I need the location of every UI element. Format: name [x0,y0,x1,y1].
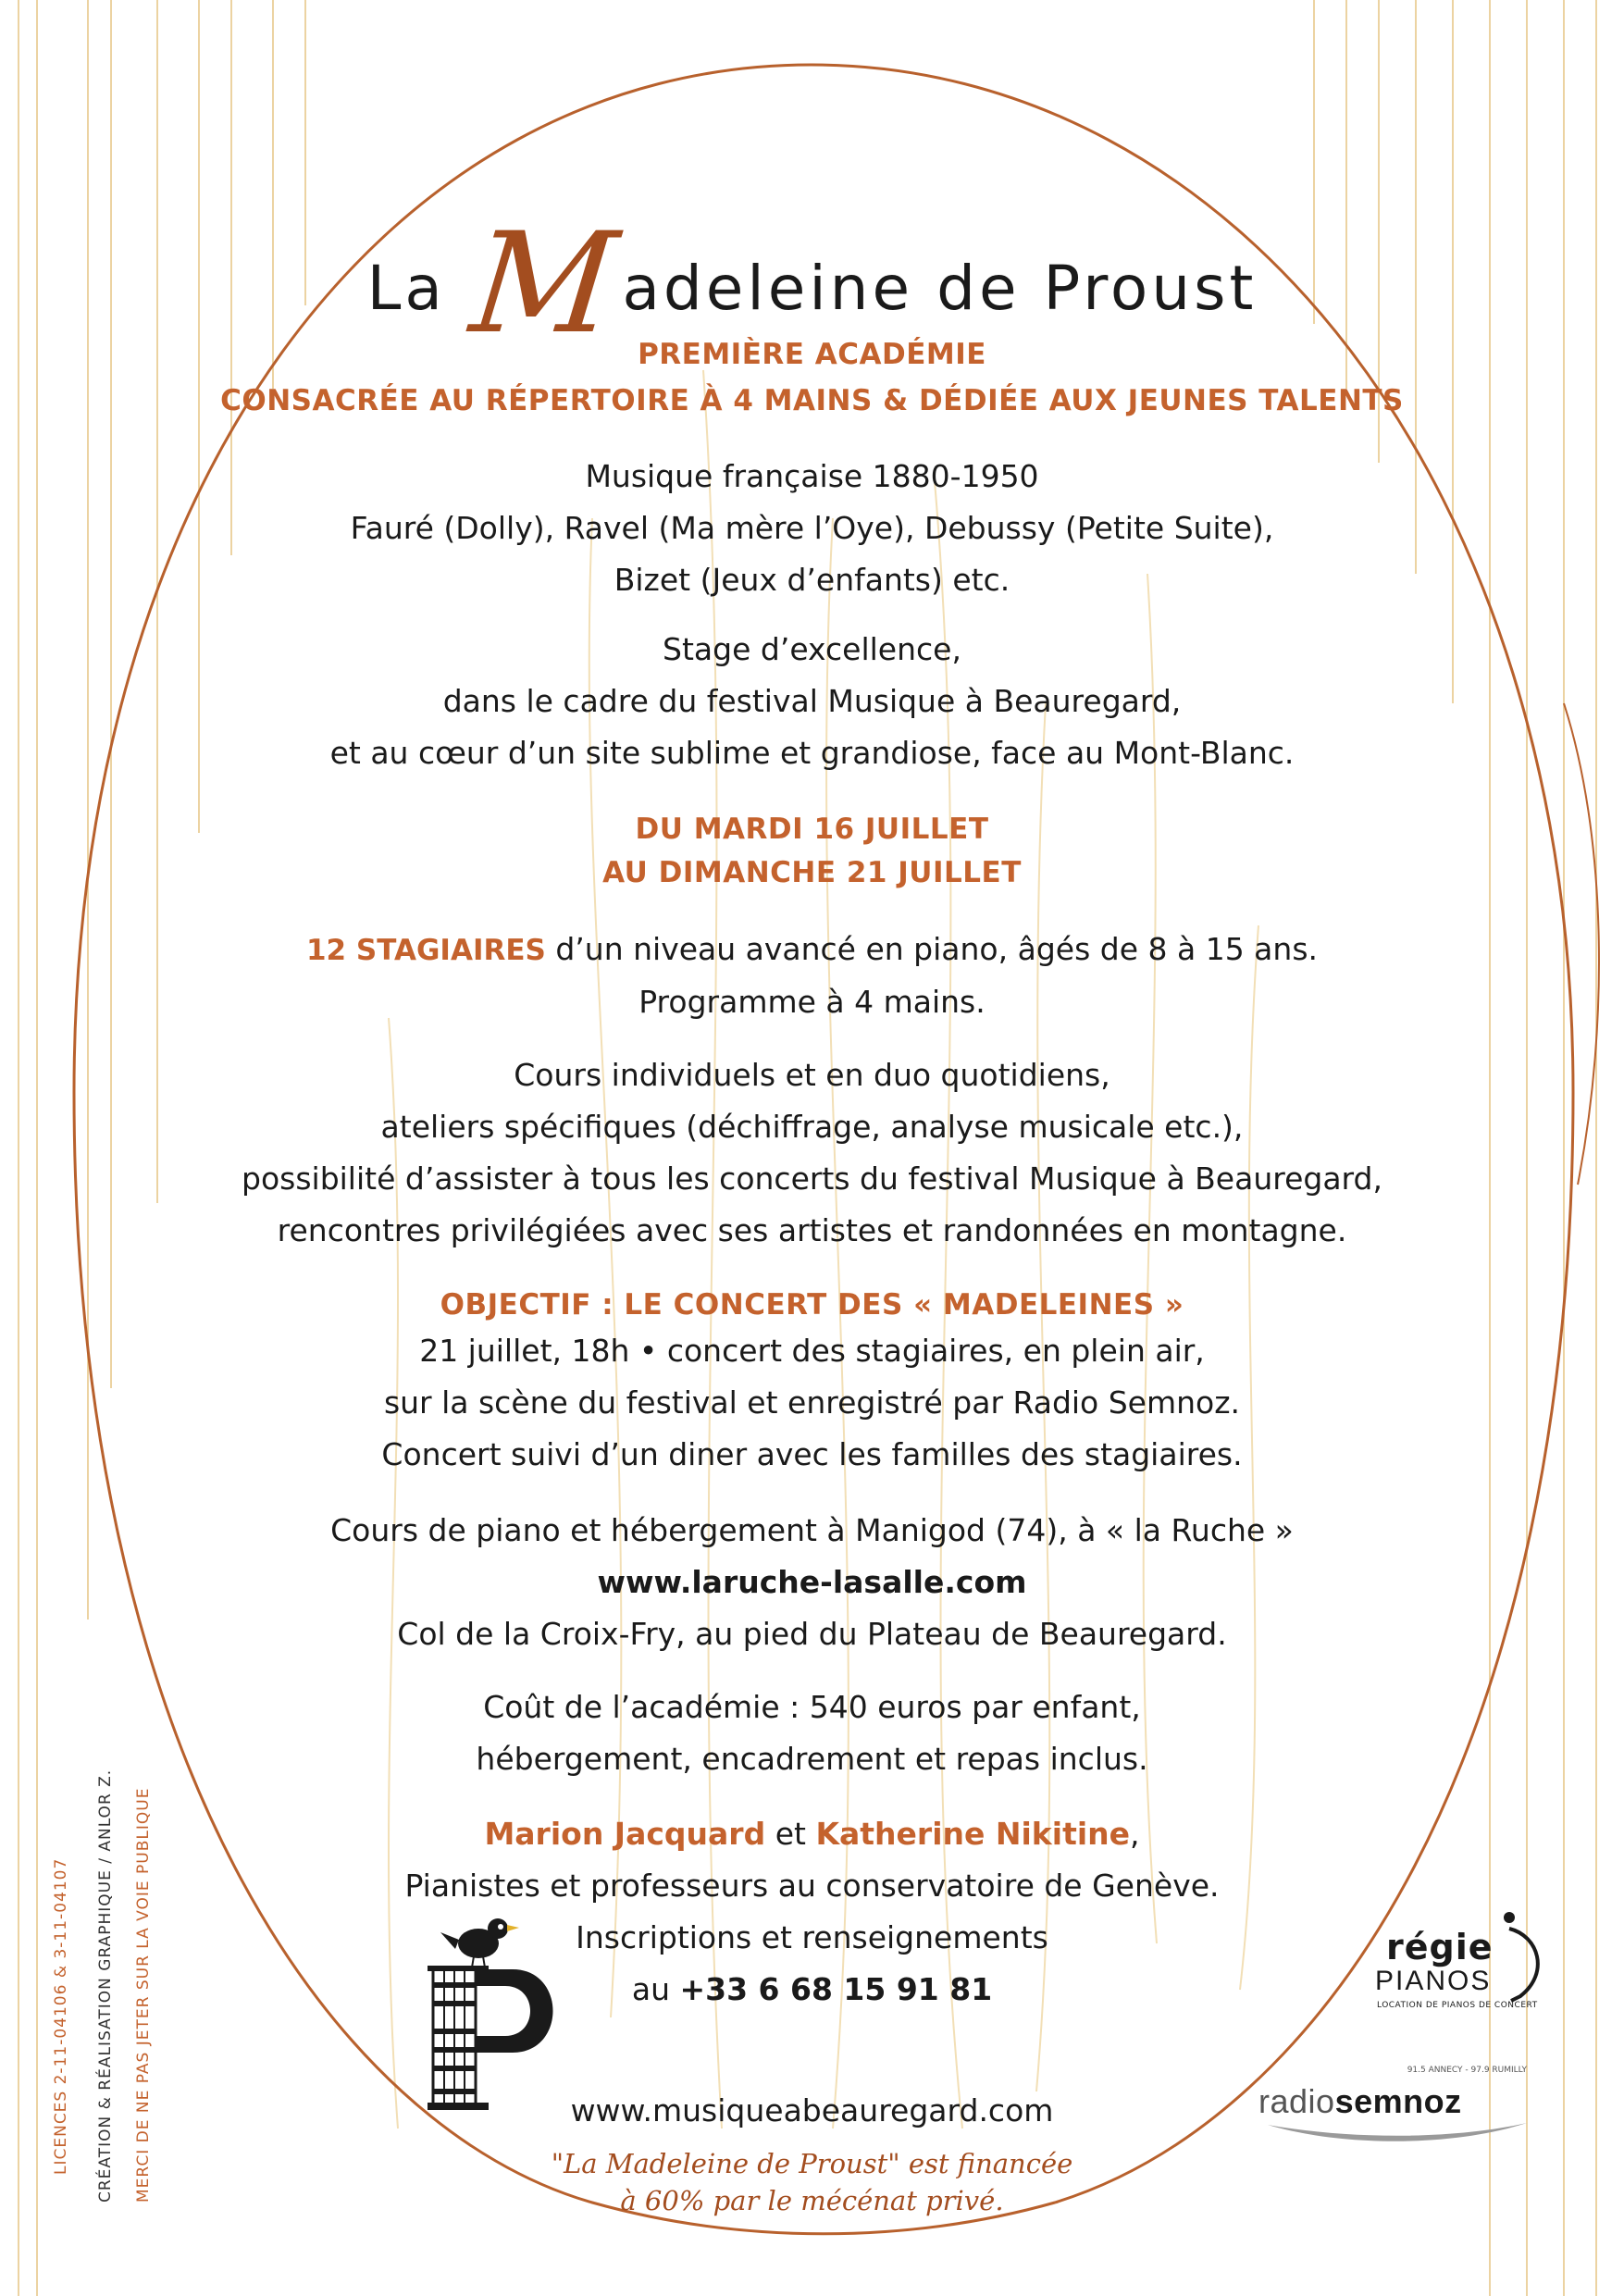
phone-prefix: au [631,1971,680,2007]
courses-line: ateliers spécifiques (déchiffrage, analyse musicale etc.), [380,1109,1244,1145]
participants-highlight: 12 STAGIAIRES [305,934,546,967]
regie-swirl-icon [1493,1908,1557,2010]
stage-line: dans le cadre du festival Musique à Beauregard, [442,683,1182,719]
dates-line-2: AU DIMANCHE 21 JUILLET [602,856,1022,889]
objective-line: Concert suivi d’un diner avec les familles des stagiaires. [381,1436,1243,1472]
objective-line: 21 juillet, 18h • concert des stagiaires, en plein air, [419,1333,1205,1369]
side-licences: LICENCES 2-11-04106 & 3-11-04107 [52,1857,70,2175]
teachers-line-2: Pianistes et professeurs au conservatoire de Genève. [404,1868,1220,1904]
title-prefix: La [366,253,446,324]
courses-line: rencontres privilégiées avec ses artistes et randonnées en montagne. [277,1212,1347,1248]
stage-line: Stage d’excellence, [663,631,961,667]
funding-line-2: à 60% par le mécénat privé. [620,2185,1004,2216]
p-letter-icon [428,1966,553,2110]
teachers-line-3: Inscriptions et renseignements [576,1919,1048,1955]
program-block [0,451,1624,606]
radio-bold: semnoz [1334,2082,1462,2120]
teacher-name-1: Marion Jacquard [484,1816,766,1852]
phone-number[interactable]: +33 6 68 15 91 81 [679,1971,993,2007]
objective-block [0,1325,1624,1481]
courses-line: possibilité d’assister à tous les concerts du festival Musique à Beauregard, [242,1160,1382,1197]
title-initial-m: M [464,204,627,365]
title-rest: adeleine de Proust [622,253,1258,324]
participants-line [0,924,1624,976]
festival-website-link[interactable]: www.musiqueabeauregard.com [570,2092,1054,2128]
dates-line-1: DU MARDI 16 JUILLET [635,813,989,846]
academy-line-1: PREMIÈRE ACADÉMIE [638,338,986,371]
program-line: Bizet (Jeux d’enfants) etc. [614,562,1010,598]
bird-icon [440,1918,519,1967]
radio-frequencies: 91.5 ANNECY - 97.9 RUMILLY [1407,2066,1527,2075]
cost-line: hébergement, encadrement et repas inclus. [476,1741,1148,1777]
teachers-connector: et [765,1816,816,1852]
academy-line-2: CONSACRÉE AU RÉPERTOIRE À 4 MAINS & DÉDIÉE AUX JEUNES TALENTS [220,384,1404,417]
teachers-names [0,1808,1624,1860]
radio-light: radio [1258,2082,1335,2120]
regie-bottom-text: PIANOS [1375,1966,1492,1996]
piano-p-logo [428,1908,576,2121]
lodging-website-link[interactable]: www.laruche-lasalle.com [597,1564,1027,1600]
regie-tagline: LOCATION DE PIANOS DE CONCERT [1377,2001,1538,2010]
participants-line-2: Programme à 4 mains. [638,984,986,1020]
funding-note [0,2145,1624,2219]
program-line: Musique française 1880-1950 [585,458,1039,494]
objective-line: sur la scène du festival et enregistré par Radio Semnoz. [383,1384,1241,1421]
side-notice: MERCI DE NE PAS JETER SUR LA VOIE PUBLIQUE [134,1787,153,2203]
participants-block [0,924,1624,1028]
radio-name [1258,2082,1462,2121]
funding-line-1: "La Madeleine de Proust" est financée [551,2148,1073,2179]
regie-top-text: régie [1386,1927,1494,1967]
teachers-suffix: , [1130,1816,1140,1852]
lodging-line-1: Cours de piano et hébergement à Manigod (74), à « la Ruche » [330,1512,1294,1548]
cost-line: Coût de l’académie : 540 euros par enfant, [483,1689,1141,1725]
teacher-name-2: Katherine Nikitine [815,1816,1131,1852]
courses-block [0,1049,1624,1257]
lodging-block [0,1505,1624,1660]
regie-pianos-logo [1368,1908,1553,2019]
program-line: Fauré (Dolly), Ravel (Ma mère l’Oye), Debussy (Petite Suite), [350,510,1274,546]
radio-swoosh-icon [1268,2119,1527,2151]
side-creation: CRÉATION & RÉALISATION GRAPHIQUE / ANLOR Z. [96,1769,115,2203]
participants-rest: d’un niveau avancé en piano, âgés de 8 à 15 ans. [545,931,1318,967]
cost-block [0,1682,1624,1785]
stage-line: et au cœur d’un site sublime et grandiose, face au Mont-Blanc. [329,735,1295,771]
stage-block [0,624,1624,779]
courses-line: Cours individuels et en duo quotidiens, [514,1057,1110,1093]
objective-heading: OBJECTIF : LE CONCERT DES « MADELEINES » [440,1288,1184,1322]
lodging-line-3: Col de la Croix-Fry, au pied du Plateau de Beauregard. [397,1616,1227,1652]
radio-semnoz-logo [1258,2066,1536,2149]
